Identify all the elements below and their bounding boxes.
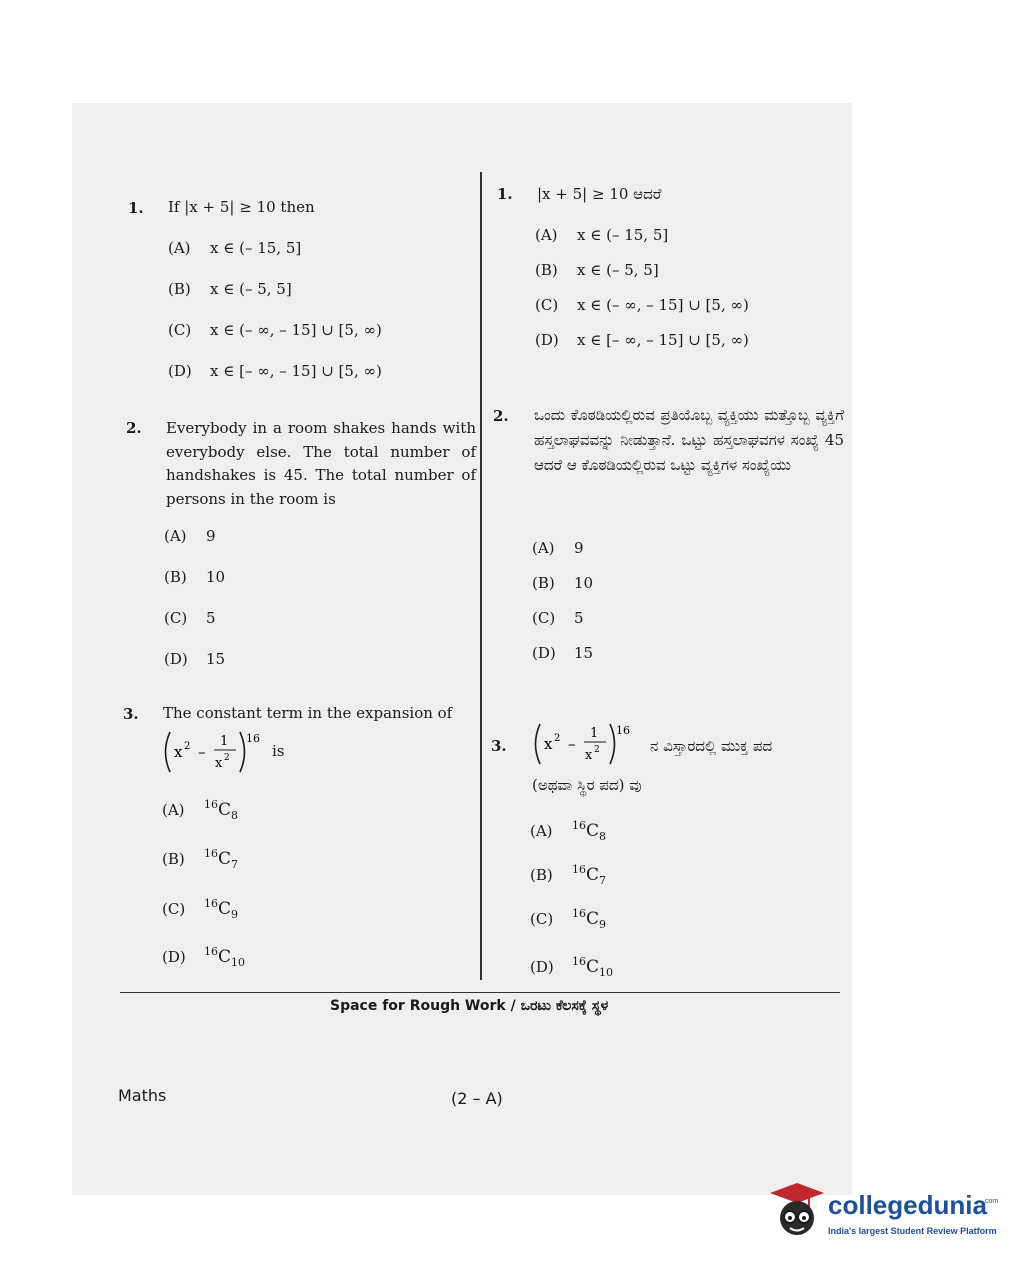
collegedunia-logo — [768, 1180, 998, 1250]
option-a: (A) x ∈ (– 15, 5] — [535, 226, 669, 244]
svg-text:x: x — [174, 743, 183, 761]
question-text: ಒಂದು ಕೊಠಡಿಯಲ್ಲಿರುವ ಪ್ರತಿಯೊಬ್ಬ ವ್ಯಕ್ತಿಯು ಮತ್ತೊಬ್ಬ ವ್ಯಕ್ತಿಗೆ ಹಸ್ತಲಾಘವವನ್ನು ನೀಡುತ್ತಾನೆ. ಒಟ್ಟು ಹಸ್ತಲಾಘವಗಳ ಸಂಖ್ಯೆ 45 ಆದರೆ ಆ ಕೊಠಡಿಯಲ್ಲಿರುವ ಒಟ್ಟು ವ್ಯಕ್ತಿಗಳ ಸಂಖ್ಯೆಯು — [534, 406, 844, 474]
svg-text:16: 16 — [246, 732, 260, 745]
option-d: (D) x ∈ [– ∞, – 15] ∪ [5, ∞) — [168, 362, 382, 380]
rough-work-label: Space for Rough Work / ಒರಟು ಕೆಲಸಕ್ಕೆ ಸ್ಥಳ — [330, 998, 609, 1014]
option-a: (A) $^{16}C_8$ — [162, 798, 239, 822]
logo-wordmark: collegedunia — [828, 1190, 987, 1220]
question-number: 1. — [128, 199, 144, 217]
column-divider — [480, 172, 482, 980]
option-a: (A) 9 — [164, 527, 216, 545]
svg-text:2: 2 — [184, 741, 191, 752]
option-b: (B) $^{16}C_7$ — [530, 863, 607, 887]
option-b: (B) 10 — [164, 568, 226, 586]
graduate-mascot-icon — [768, 1180, 826, 1250]
logo-tld: .com — [983, 1198, 999, 1205]
svg-text:1: 1 — [590, 726, 599, 741]
question-text-tail: is — [272, 742, 285, 760]
svg-text:–: – — [198, 743, 206, 761]
question-number: 1. — [497, 185, 513, 203]
svg-text:2: 2 — [554, 733, 561, 744]
svg-text:2: 2 — [224, 753, 230, 763]
option-c: (C) x ∈ (– ∞, – 15] ∪ [5, ∞) — [535, 296, 749, 314]
rough-work-divider — [120, 992, 840, 993]
question-paper-sheet — [72, 103, 852, 1195]
svg-text:–: – — [568, 735, 576, 753]
question-text: If |x + 5| ≥ 10 then — [168, 198, 315, 216]
option-c: (C) 5 — [532, 609, 584, 627]
binomial-expression — [160, 728, 270, 776]
option-d: (D) x ∈ [– ∞, – 15] ∪ [5, ∞) — [535, 331, 749, 349]
question-text: |x + 5| ≥ 10 ಆದರೆ — [537, 185, 662, 203]
question-number: 3. — [491, 737, 507, 755]
svg-text:1: 1 — [220, 734, 229, 749]
option-d: (D) 15 — [164, 650, 226, 668]
svg-text:x: x — [585, 748, 593, 763]
page-number: (2 – A) — [451, 1089, 503, 1108]
option-b: (B) $^{16}C_7$ — [162, 847, 239, 871]
option-d: (D) $^{16}C_{10}$ — [530, 955, 614, 979]
option-a: (A) x ∈ (– 15, 5] — [168, 239, 302, 257]
option-b: (B) x ∈ (– 5, 5] — [535, 261, 659, 279]
option-c: (C) x ∈ (– ∞, – 15] ∪ [5, ∞) — [168, 321, 382, 339]
svg-text:x: x — [215, 756, 223, 771]
question-text: ನ ವಿಸ್ತಾರದಲ್ಲಿ ಮುಕ್ತ ಪದ — [650, 737, 773, 755]
option-c: (C) $^{16}C_9$ — [162, 897, 239, 921]
question-text-line2: (ಅಥವಾ ಸ್ಥಿರ ಪದ) ವು — [532, 776, 642, 794]
svg-text:16: 16 — [616, 724, 630, 737]
logo-tagline: India's largest Student Review Platform — [828, 1226, 997, 1236]
option-a: (A) 9 — [532, 539, 584, 557]
binomial-expression — [530, 720, 640, 768]
option-b: (B) x ∈ (– 5, 5] — [168, 280, 292, 298]
question-text: Everybody in a room shakes hands with everybody else. The total number of handshakes is 45. The total number of persons in the room is — [166, 419, 476, 508]
option-d: (D) $^{16}C_{10}$ — [162, 945, 246, 969]
svg-text:2: 2 — [594, 745, 600, 755]
subject-label: Maths — [118, 1086, 167, 1105]
question-number: 3. — [123, 705, 139, 723]
svg-text:x: x — [544, 735, 553, 753]
question-text: The constant term in the expansion of — [163, 704, 453, 722]
option-c: (C) 5 — [164, 609, 216, 627]
option-c: (C) $^{16}C_9$ — [530, 907, 607, 931]
option-a: (A) $^{16}C_8$ — [530, 819, 607, 843]
question-number: 2. — [126, 419, 142, 437]
option-b: (B) 10 — [532, 574, 594, 592]
question-number: 2. — [493, 407, 509, 425]
option-d: (D) 15 — [532, 644, 594, 662]
